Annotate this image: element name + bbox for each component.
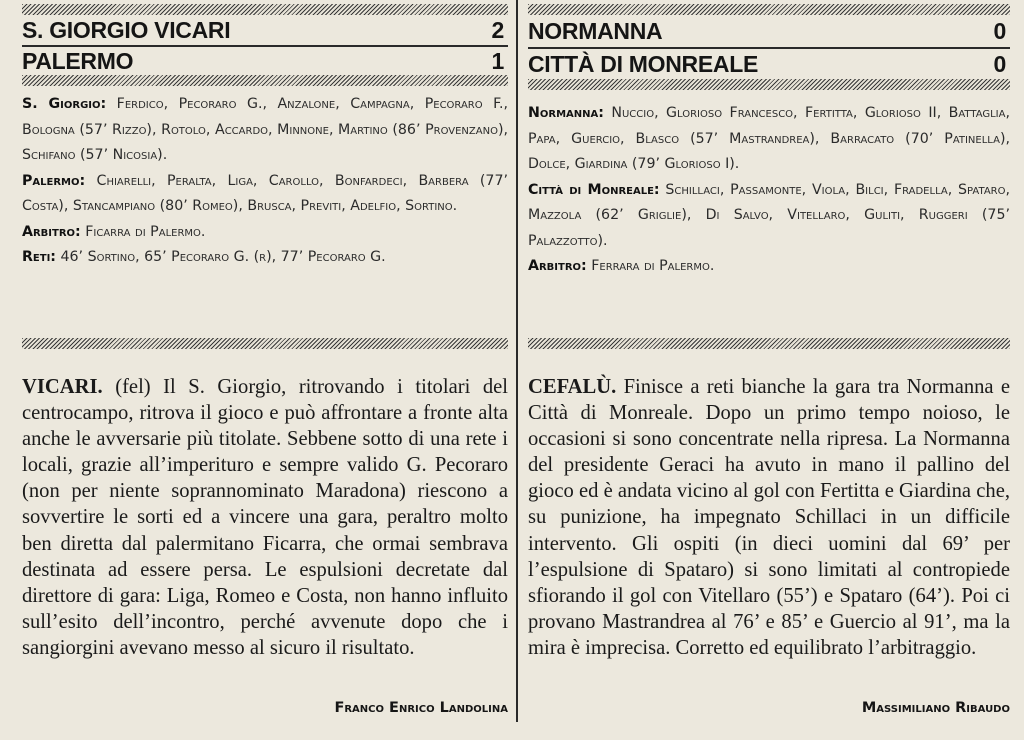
hatched-rule (528, 4, 1010, 15)
away-team-name: CITTÀ DI MONREALE (528, 50, 758, 77)
lineup-paragraph (22, 220, 508, 246)
lineup-paragraph (22, 92, 508, 169)
lineup-paragraph (22, 169, 508, 220)
lineup-paragraph (528, 178, 1010, 255)
home-team-score: 0 (993, 17, 1006, 44)
column-divider (516, 0, 518, 722)
match-report-right (528, 0, 1010, 740)
lineup-text: 46’ Sortino, 65’ Pecoraro G. (r), 77’ Pecoraro G. (55, 249, 386, 265)
lineup-label: S. Giorgio: (22, 96, 107, 112)
hatched-rule (22, 4, 508, 15)
away-team-score: 1 (491, 47, 504, 74)
lineup-label: Arbitro: (528, 258, 587, 274)
hatched-rule (22, 338, 508, 349)
lineup-text: Schillaci, Passamonte, Viola, Bilci, Fradella, Spataro, Mazzola (62’ Griglie), Di Salvo, Vitellaro, Guliti, Ruggeri (75’ Palazzotto). (528, 181, 1010, 249)
lineup-label: Arbitro: (22, 223, 81, 240)
home-team-name: NORMANNA (528, 17, 663, 44)
lineup-text: Ficarra di Palermo. (80, 223, 206, 240)
home-team-score: 2 (491, 16, 504, 43)
scoreline-home (528, 15, 1010, 47)
scoreline-home (22, 15, 508, 45)
lineup-paragraph (528, 101, 1010, 178)
match-report-left (22, 0, 508, 740)
lineup-label: Normanna: (528, 105, 604, 121)
article-byline: Massimiliano Ribaudo (861, 700, 1010, 716)
lineups-block (22, 92, 508, 271)
hatched-rule (528, 338, 1010, 349)
article-body: Finisce a reti bianche la gara tra Normanna e Città di Monreale. Dopo un primo tempo noioso, le occasioni si sono concentrate nella ripresa. La Normanna del presidente Geraci ha avuto in mano il pallino del gioco ed è andata vicino al gol con Fertitta e Giardina che, su punizione, ha impegnato Schillaci in un difficile intervento. Gli ospiti (in dieci uomini dal 69’ per l’espulsione di Spataro) si sono limitati al contropiede sfiorando il gol con Vitellaro (55’) e Spataro (64’). Poi ci provano Mastrandrea al 76’ e 85’ e Guercio al 91’, ma la mira è imprecisa. Corretto ed equilibrato l’arbitraggio. (528, 376, 1010, 659)
article-text (528, 374, 1010, 661)
lineups-block (528, 101, 1010, 280)
lineup-text: Ferrara di Palermo. (586, 258, 715, 274)
lineup-label: Città di Monreale: (528, 181, 660, 198)
article-text (22, 374, 508, 661)
article-body: (fel) Il S. Giorgio, ritrovando i titolari del centrocampo, ritrova il gioco e può affrontare a fronte alta anche le avversarie più titolate. Sebbene sotto di una rete i locali, grazie all’imperituro e sempre valido G. Pecoraro (non per niente soprannominato Maradona) riescono a sovvertire le sorti ed a vincere una gara, peraltro molto ben diretta dal palermitano Ficarra, che ormai sembrava destinata ad essere persa. Le espulsioni decretate dal direttore di gara: Liga, Romeo e Costa, non hanno influito sull’esito dell’incontro, perché avvenute dopo che i sangiorgini avevano messo al sicuro il risultato. (22, 376, 508, 659)
lineup-label: Reti: (22, 249, 56, 265)
lineup-text: Nuccio, Glorioso Francesco, Fertitta, Glorioso II, Battaglia, Papa, Guercio, Blasco (57’ Mastrandrea), Barracato (70’ Patinella), Dolce, Giardina (79’ Glorioso I). (528, 105, 1010, 172)
hatched-rule (528, 79, 1010, 90)
away-team-name: PALERMO (22, 47, 134, 74)
home-team-name: S. GIORGIO VICARI (22, 16, 231, 43)
scoreline-away (528, 47, 1010, 79)
lineup-paragraph (22, 245, 508, 271)
lineup-paragraph (528, 254, 1010, 280)
hatched-rule (22, 75, 508, 86)
lineup-text: Chiarelli, Peralta, Liga, Carollo, Bonfardeci, Barbera (77’ Costa), Stancampiano (80’ Romeo), Brusca, Previti, Adelfio, Sortino. (22, 172, 508, 214)
away-team-score: 0 (993, 50, 1006, 77)
lineup-text: Ferdico, Pecoraro G., Anzalone, Campagna, Pecoraro F., Bologna (57’ Rizzo), Rotolo, Accardo, Minnone, Martino (86’ Provenzano), Schifano (57’ Nicosia). (22, 96, 508, 163)
article-dateline: VICARI. (22, 376, 103, 398)
article-dateline: CEFALÙ. (528, 376, 617, 398)
lineup-label: Palermo: (22, 172, 86, 189)
scoreline-away (22, 45, 508, 75)
article-byline: Franco Enrico Landolina (334, 700, 508, 716)
